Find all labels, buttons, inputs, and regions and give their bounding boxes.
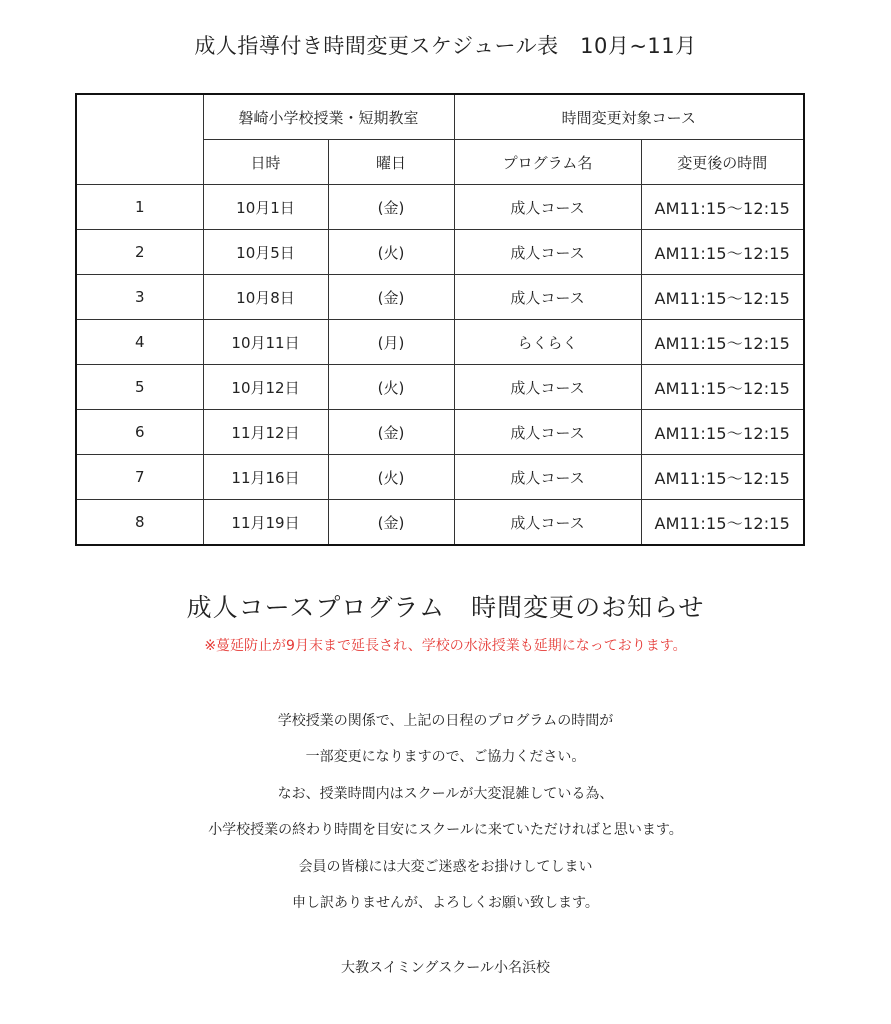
notice-line: 一部変更になりますので、ご協力ください。 — [305, 749, 586, 766]
row-program: 成人コース — [454, 455, 641, 500]
notice-body — [0, 703, 891, 921]
schedule-table — [75, 93, 805, 546]
row-number: 1 — [76, 185, 203, 230]
row-number: 7 — [76, 455, 203, 500]
notice-line: 小学校授業の終わり時間を目安にスクールに来ていただければと思います。 — [208, 822, 683, 839]
table-row — [76, 365, 804, 410]
table-row — [76, 185, 804, 230]
row-time: AM11:15〜12:15 — [641, 455, 804, 500]
row-number: 2 — [76, 230, 203, 275]
row-time: AM11:15〜12:15 — [641, 365, 804, 410]
row-number: 6 — [76, 410, 203, 455]
row-date: 10月5日 — [203, 230, 328, 275]
row-program: 成人コース — [454, 275, 641, 320]
row-program: らくらく — [454, 320, 641, 365]
school-signature: 大教スイミングスクール小名浜校 — [340, 960, 551, 976]
notice-line: なお、授業時間内はスクールが大変混雑している為、 — [277, 785, 614, 802]
row-day: (金) — [328, 275, 454, 320]
row-time: AM11:15〜12:15 — [641, 230, 804, 275]
row-date: 10月1日 — [203, 185, 328, 230]
row-program: 成人コース — [454, 410, 641, 455]
notice-line: 会員の皆様には大変ご迷惑をお掛けしてしまい — [298, 858, 593, 875]
notice-line: 学校授業の関係で、上記の日程のプログラムの時間が — [277, 713, 614, 729]
row-date: 11月19日 — [203, 500, 328, 546]
row-number: 4 — [76, 320, 203, 365]
row-time: AM11:15〜12:15 — [641, 275, 804, 320]
row-date: 10月8日 — [203, 275, 328, 320]
row-program: 成人コース — [454, 185, 641, 230]
table-header-row-group — [76, 94, 804, 140]
table-row — [76, 275, 804, 320]
row-date: 10月12日 — [203, 365, 328, 410]
table-row — [76, 410, 804, 455]
header-school-group: 磐崎小学校授業・短期教室 — [203, 94, 454, 140]
header-blank-cell — [76, 94, 203, 185]
row-date: 11月16日 — [203, 455, 328, 500]
row-time: AM11:15〜12:15 — [641, 320, 804, 365]
row-program: 成人コース — [454, 500, 641, 546]
table-row — [76, 320, 804, 365]
row-program: 成人コース — [454, 230, 641, 275]
row-number: 3 — [76, 275, 203, 320]
page-title: 成人指導付き時間変更スケジュール表 10月~11月 — [194, 34, 697, 58]
row-day: (金) — [328, 410, 454, 455]
row-number: 8 — [76, 500, 203, 546]
table-row — [76, 500, 804, 546]
notice-warning: ※蔓延防止が9月末まで延長され、学校の水泳授業も延期になっております。 — [204, 638, 687, 654]
header-target-group: 時間変更対象コース — [454, 94, 804, 140]
header-time: 変更後の時間 — [641, 140, 804, 185]
row-time: AM11:15〜12:15 — [641, 410, 804, 455]
notice-title: 成人コースプログラム 時間変更のお知らせ — [186, 593, 705, 622]
row-program: 成人コース — [454, 365, 641, 410]
table-row — [76, 230, 804, 275]
row-day: (月) — [328, 320, 454, 365]
row-time: AM11:15〜12:15 — [641, 185, 804, 230]
row-number: 5 — [76, 365, 203, 410]
notice-line: 申し訳ありませんが、よろしくお願い致します。 — [292, 894, 599, 911]
row-date: 10月11日 — [203, 320, 328, 365]
row-day: (火) — [328, 230, 454, 275]
header-date: 日時 — [203, 140, 328, 185]
row-day: (火) — [328, 365, 454, 410]
row-day: (火) — [328, 455, 454, 500]
row-day: (金) — [328, 500, 454, 546]
table-row — [76, 455, 804, 500]
header-program: プログラム名 — [454, 140, 641, 185]
row-date: 11月12日 — [203, 410, 328, 455]
row-time: AM11:15〜12:15 — [641, 500, 804, 546]
row-day: (金) — [328, 185, 454, 230]
header-day: 曜日 — [328, 140, 454, 185]
